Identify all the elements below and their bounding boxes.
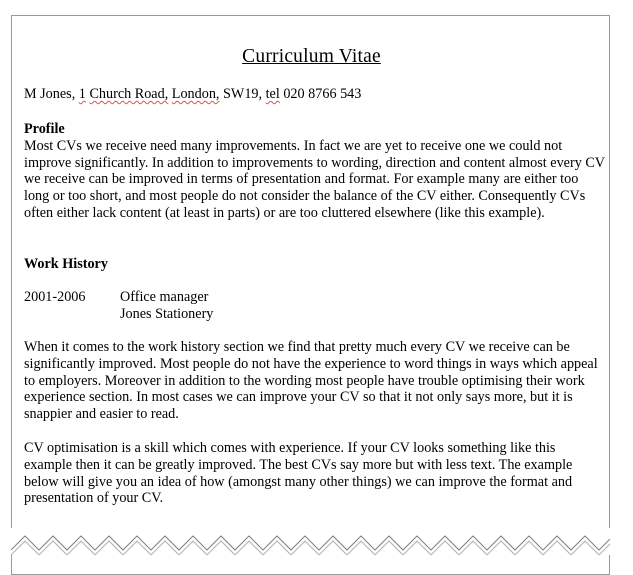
profile-section [24,121,606,222]
paragraph-work-history: When it comes to the work history section we find that pretty much every CV we receive can be significantly improved. Most people do not have the experience to word things in ways which appeal to employers. Moreover in addition to the wording most people have trouble optimising their work experience section. In most cases we can improve your CV so that it not only says more, but it is snappier and easier to read. [24,339,598,423]
contact-name: M Jones, [24,86,76,102]
job-years: 2001-2006 [24,289,86,305]
contact-tel-label: tel [265,86,280,102]
contact-street: Church Road, [89,86,169,102]
contact-line [24,86,361,103]
profile-heading: Profile [24,121,65,137]
job-company: Jones Stationery [120,306,214,322]
job-role: Office manager [120,289,209,305]
contact-city: London, [171,86,220,102]
contact-postcode: SW19, [223,86,263,102]
work-history-heading: Work History [24,256,108,272]
work-history-section [24,256,606,273]
paragraph-cv-optimisation: CV optimisation is a skill which comes with experience. If your CV looks something like this example then it can be greatly improved. The best CVs say more but with less text. The example below will give you an idea of how (amongst many other things) we can improve the format and presentation of your CV. [24,440,573,507]
document-title: Curriculum Vitae [242,46,381,67]
profile-text: Most CVs we receive need many improvements. In fact we are yet to receive one we could not improve significantly. In addition to improvements to wording, direction and content almost every CV we receive can be improved in terms of presentation and format. For example many are either too long or too short, and most people do not consider the balance of the CV either. Consequently CVs often either lack content (at least in parts) or are too cluttered elsewhere (like this example). [24,137,605,221]
contact-phone: 020 8766 543 [283,86,362,102]
contact-address-number: 1 [78,86,86,102]
torn-page-edge [11,528,610,555]
